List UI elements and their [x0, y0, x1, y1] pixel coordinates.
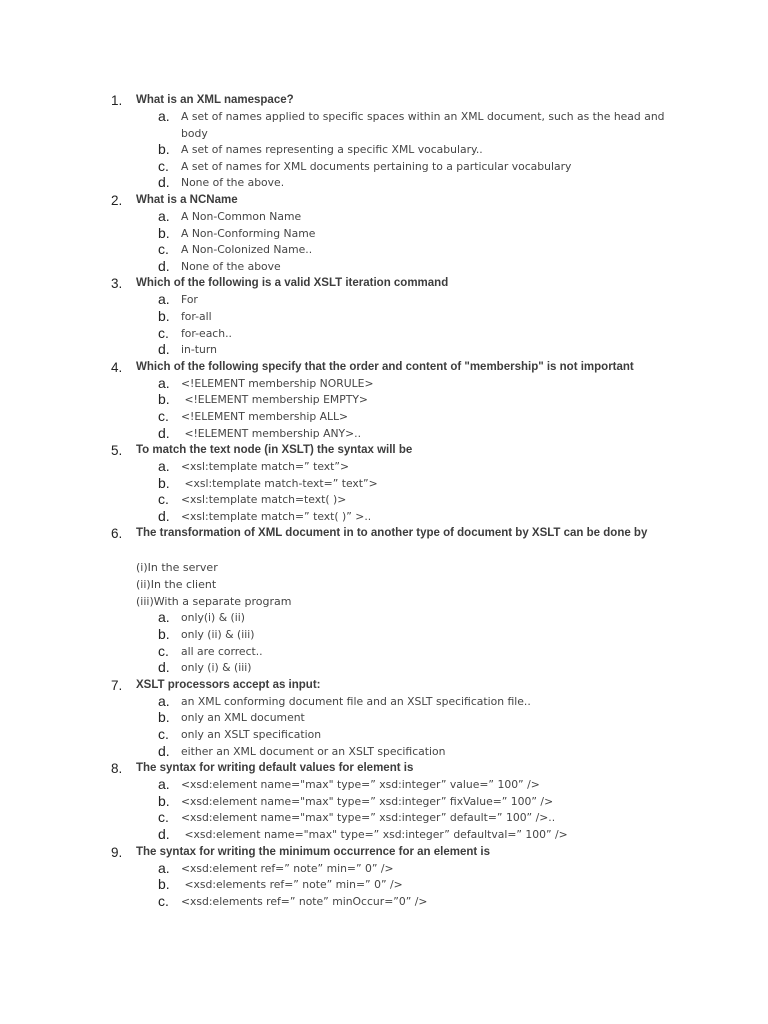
option-letter: c. — [158, 157, 169, 174]
option-letter: a. — [158, 692, 170, 709]
option-b — [0, 476, 768, 493]
option-letter: c. — [158, 324, 169, 341]
option-d — [0, 342, 768, 359]
option-c — [0, 326, 768, 343]
option-letter: a. — [158, 776, 170, 793]
option-letter: d. — [158, 826, 170, 842]
quiz-document — [0, 92, 768, 910]
option-letter: c. — [158, 726, 169, 743]
option-a — [0, 459, 768, 476]
option-b — [0, 226, 768, 243]
option-text: A Non-Conforming Name — [181, 226, 316, 240]
option-text: <xsd:element name="max" type=” xsd:integer” defaultval=” 100” /> — [181, 828, 568, 841]
question-statement: (iii)With a separate program — [136, 595, 292, 609]
question-2 — [0, 192, 768, 275]
option-b — [0, 794, 768, 811]
option-b — [0, 309, 768, 326]
option-text: <xsd:element name="max" type=” xsd:integer” fixValue=” 100” /> — [181, 794, 554, 808]
option-b — [0, 877, 768, 894]
option-text: all are correct.. — [181, 644, 263, 658]
option-text: only an XSLT specification — [181, 728, 322, 742]
question-number: 3. — [111, 276, 123, 292]
option-letter: b. — [158, 224, 170, 241]
option-text: <!ELEMENT membership ALL> — [181, 409, 349, 423]
question-number: 5. — [111, 443, 123, 459]
option-d — [0, 744, 768, 761]
option-text: <xsd:element ref=” note” min=” 0” /> — [181, 861, 394, 875]
question-text: What is an XML namespace? — [136, 94, 294, 106]
option-text: <xsd:elements ref=” note” min=” 0” /> — [181, 878, 403, 892]
option-a — [0, 109, 768, 142]
question-number: 1. — [111, 93, 123, 108]
option-b — [0, 627, 768, 644]
option-letter: a. — [158, 609, 170, 626]
option-text: <xsl:template match=” text( )” >.. — [181, 509, 372, 523]
option-text: None of the above. — [181, 176, 285, 190]
question-text: The transformation of XML document in to another type of document by XSLT can be done by — [136, 527, 648, 540]
option-letter: b. — [158, 474, 170, 491]
option-letter: b. — [158, 792, 170, 809]
option-a — [0, 694, 768, 711]
option-letter: b. — [158, 307, 170, 324]
option-letter: a. — [158, 458, 170, 475]
option-text: for-each.. — [181, 326, 232, 340]
option-c — [0, 159, 768, 176]
option-a — [0, 777, 768, 794]
question-1 — [0, 92, 768, 192]
question-text: To match the text node (in XSLT) the syntax will be — [136, 444, 413, 457]
question-text: Which of the following is a valid XSLT iteration command — [136, 277, 449, 290]
option-text: only (ii) & (iii) — [181, 628, 255, 642]
option-letter: a. — [158, 374, 170, 391]
option-a — [0, 209, 768, 226]
question-number: 8. — [111, 761, 123, 777]
option-text: For — [181, 293, 198, 307]
option-d — [0, 660, 768, 677]
option-letter: c. — [158, 809, 169, 826]
question-text: The syntax for writing default values for element is — [136, 762, 414, 775]
option-b — [0, 710, 768, 727]
question-text: XSLT processors accept as input: — [136, 678, 321, 691]
option-c — [0, 810, 768, 827]
option-text: A set of names representing a specific XML vocabulary.. — [181, 143, 483, 157]
question-6 — [0, 525, 768, 676]
option-text: A set of names applied to specific spaces within an XML document, such as the head and body — [181, 110, 668, 140]
option-text: <xsl:template match-text=” text”> — [181, 476, 378, 490]
question-3 — [0, 275, 768, 358]
option-a — [0, 292, 768, 309]
option-c — [0, 492, 768, 509]
option-d — [0, 426, 768, 443]
option-c — [0, 409, 768, 426]
option-letter: b. — [158, 391, 170, 408]
option-text: <xsd:element name="max" type=” xsd:integer” value=” 100” /> — [181, 778, 540, 792]
option-text: <!ELEMENT membership NORULE> — [181, 376, 374, 390]
option-letter: a. — [158, 108, 170, 124]
option-text: for-all — [181, 309, 212, 323]
question-number: 6. — [111, 526, 123, 542]
option-text: None of the above — [181, 259, 281, 273]
question-number: 7. — [111, 677, 123, 693]
question-number: 4. — [111, 359, 123, 375]
question-9 — [0, 844, 768, 911]
question-text: The syntax for writing the minimum occurrence for an element is — [136, 845, 491, 858]
option-letter: c. — [158, 241, 169, 258]
option-letter: d. — [158, 341, 170, 358]
option-a — [0, 376, 768, 393]
question-statement: (i)In the server — [136, 561, 218, 575]
option-text: <!ELEMENT membership EMPTY> — [181, 393, 368, 407]
option-text: A Non-Common Name — [181, 209, 302, 223]
option-a — [0, 861, 768, 878]
option-letter: d. — [158, 424, 170, 441]
option-text: <!ELEMENT membership ANY>.. — [181, 426, 362, 440]
option-text: only (i) & (iii) — [181, 661, 252, 675]
option-text: only(i) & (ii) — [181, 611, 245, 625]
option-letter: d. — [158, 507, 170, 524]
question-4 — [0, 359, 768, 442]
option-text: either an XML document or an XSLT specification — [181, 744, 446, 758]
question-number: 2. — [111, 192, 123, 208]
option-text: A Non-Colonized Name.. — [181, 243, 313, 257]
question-text: Which of the following specify that the order and content of "membership" is not important — [136, 360, 634, 373]
option-letter: c. — [158, 491, 169, 508]
option-letter: b. — [158, 626, 170, 643]
option-letter: c. — [158, 642, 169, 659]
option-letter: d. — [158, 742, 170, 759]
option-a — [0, 610, 768, 627]
option-c — [0, 242, 768, 259]
option-text: <xsd:elements ref=” note” minOccur=”0” /> — [181, 894, 428, 908]
option-text: A set of names for XML documents pertaining to a particular vocabulary — [181, 159, 572, 173]
option-letter: a. — [158, 291, 170, 308]
option-letter: a. — [158, 859, 170, 876]
option-b — [0, 392, 768, 409]
option-text: <xsl:template match=” text”> — [181, 460, 350, 474]
option-letter: c. — [158, 407, 169, 424]
option-c — [0, 894, 768, 911]
option-letter: c. — [158, 892, 169, 909]
option-c — [0, 644, 768, 661]
option-d — [0, 509, 768, 526]
option-text: in-turn — [181, 343, 217, 357]
option-letter: d. — [158, 659, 170, 676]
option-d — [0, 827, 768, 844]
option-text: <xsl:template match=text( )> — [181, 493, 347, 507]
question-8 — [0, 760, 768, 843]
option-text: <xsd:element name="max" type=” xsd:integer” default=” 100” />.. — [181, 811, 556, 825]
option-b — [0, 142, 768, 159]
option-letter: b. — [158, 141, 170, 158]
question-7 — [0, 677, 768, 760]
question-5 — [0, 442, 768, 525]
option-text: only an XML document — [181, 711, 305, 725]
option-letter: d. — [158, 174, 170, 191]
option-letter: d. — [158, 257, 170, 274]
option-text: an XML conforming document file and an XSLT specification file.. — [181, 694, 531, 708]
option-c — [0, 727, 768, 744]
question-number: 9. — [111, 844, 123, 860]
question-statement: (ii)In the client — [136, 578, 217, 592]
option-letter: b. — [158, 709, 170, 726]
option-d — [0, 259, 768, 276]
option-letter: b. — [158, 876, 170, 893]
option-letter: a. — [158, 207, 170, 224]
option-d — [0, 175, 768, 192]
question-text: What is a NCName — [136, 193, 238, 206]
